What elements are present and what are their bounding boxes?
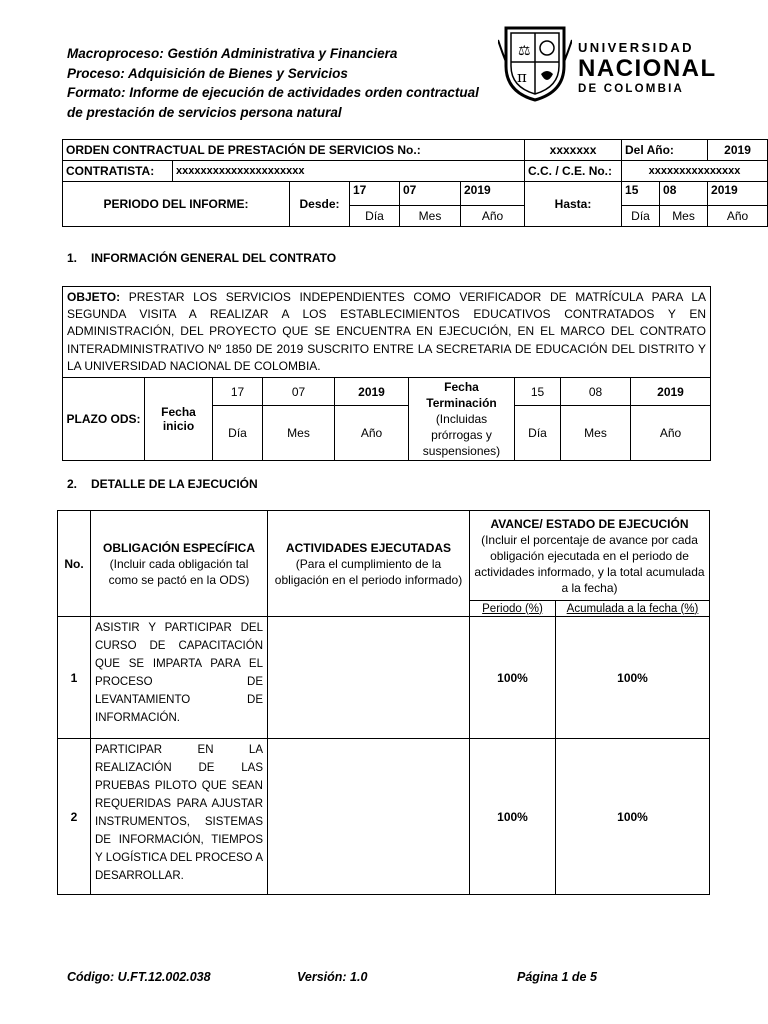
hasta-mes: 08	[660, 182, 708, 206]
execution-detail-table	[57, 510, 710, 895]
row-1-acumulada: 100%	[556, 617, 710, 739]
contract-info-table	[62, 139, 768, 227]
row-2-periodo: 100%	[470, 739, 556, 895]
row-2-actividades	[268, 739, 470, 895]
section1-number: 1.	[67, 251, 78, 265]
row-2-acumulada: 100%	[556, 739, 710, 895]
hasta-label: Hasta:	[525, 182, 622, 227]
desde-anio: 2019	[461, 182, 525, 206]
section2-title	[67, 477, 258, 491]
document-header	[67, 44, 487, 122]
hasta-mes-label: Mes	[660, 206, 708, 227]
logo-line-nacional: NACIONAL	[578, 55, 717, 82]
header-proceso: Proceso: Adquisición de Bienes y Servicios	[67, 65, 348, 81]
termino-mes-label: Mes	[561, 406, 631, 461]
inicio-mes: 07	[263, 378, 335, 406]
col-avance-note: (Incluir el porcentaje de avance por cada obligación ejecutada en el periodo de actividades informado, y la total acumulada a la fecha)	[474, 532, 705, 595]
col-obligacion-title: OBLIGACIÓN ESPECÍFICA	[102, 540, 255, 555]
col-avance-title: AVANCE/ ESTADO DE EJECUCIÓN	[490, 516, 689, 531]
footer-version: Versión: 1.0	[297, 970, 368, 984]
orden-label: ORDEN CONTRACTUAL DE PRESTACIÓN DE SERVICIOS No.:	[63, 140, 525, 161]
col-obligacion-note: (Incluir cada obligación tal como se pactó en la ODS)	[108, 556, 250, 587]
cc-label: C.C. / C.E. No.:	[525, 161, 622, 182]
col-actividades-note: (Para el cumplimiento de la obligación en el periodo informado)	[274, 556, 463, 587]
cc-value: xxxxxxxxxxxxxxx	[622, 161, 768, 182]
col-actividades-header	[268, 511, 470, 617]
plazo-label: PLAZO ODS:	[63, 378, 145, 461]
table-row	[58, 617, 710, 739]
footer-codigo: Código: U.FT.12.002.038	[67, 970, 211, 984]
termino-anio: 2019	[631, 378, 711, 406]
desde-dia: 17	[350, 182, 400, 206]
desde-dia-label: Día	[350, 206, 400, 227]
row-1-periodo: 100%	[470, 617, 556, 739]
col-avance-header	[470, 511, 710, 601]
anio-value: 2019	[708, 140, 768, 161]
logo-line-colombia: DE COLOMBIA	[578, 83, 684, 95]
col-acumulada-header: Acumulada a la fecha (%)	[556, 601, 710, 617]
objeto-text: PRESTAR LOS SERVICIOS INDEPENDIENTES COMO VERIFICADOR DE MATRÍCULA PARA LA SEGUNDA VISITA A REALIZAR A LOS ESTABLECIMIENTOS EDUCATIVOS CONTRATADOS Y EN ADMINISTRACIÓN, DEL PROYECTO QUE SE ENCUENTRA EN EJECUCIÓN, EN EL MARCO DEL CONTRATO INTERADMINISTRATIVO Nº 1850 DE 2019 SUSCRITO ENTRE LA SECRETARIA DE EDUCACIÓN DEL DISTRITO Y LA UNIVERSIDAD NACIONAL DE COLOMBIA.	[67, 290, 707, 373]
fecha-terminacion-cell	[409, 378, 515, 461]
row-1-actividades	[268, 617, 470, 739]
orden-value: xxxxxxx	[525, 140, 622, 161]
termino-dia: 15	[515, 378, 561, 406]
logo-wordmark	[578, 40, 717, 97]
hasta-dia-label: Día	[622, 206, 660, 227]
section2-number: 2.	[67, 477, 78, 491]
svg-text:π: π	[517, 68, 527, 86]
row-2-no: 2	[58, 739, 91, 895]
contratista-label: CONTRATISTA:	[63, 161, 173, 182]
section1-title	[67, 251, 336, 265]
objeto-cell	[63, 287, 711, 378]
desde-label: Desde:	[290, 182, 350, 227]
col-actividades-title: ACTIVIDADES EJECUTADAS	[285, 540, 452, 555]
row-1-obligacion: ASISTIR Y PARTICIPAR DEL CURSO DE CAPACITACIÓN QUE SE IMPARTA PARA EL PROCESO DE LEVANTAMIENTO DE INFORMACIÓN.	[91, 617, 268, 739]
hasta-anio: 2019	[708, 182, 768, 206]
termino-dia-label: Día	[515, 406, 561, 461]
university-seal-icon	[498, 22, 572, 102]
hasta-anio-label: Año	[708, 206, 768, 227]
footer-pagina: Página 1 de 5	[517, 970, 597, 984]
inicio-dia: 17	[213, 378, 263, 406]
inicio-anio-label: Año	[335, 406, 409, 461]
anio-label: Del Año:	[622, 140, 708, 161]
col-periodo-header: Periodo (%)	[470, 601, 556, 617]
inicio-dia-label: Día	[213, 406, 263, 461]
inicio-anio: 2019	[335, 378, 409, 406]
section1-title-text: INFORMACIÓN GENERAL DEL CONTRATO	[91, 251, 337, 265]
header-formato-cont: de prestación de servicios persona natural	[67, 104, 342, 120]
desde-mes-label: Mes	[400, 206, 461, 227]
inicio-mes-label: Mes	[263, 406, 335, 461]
row-2-obligacion: PARTICIPAR EN LA REALIZACIÓN DE LAS PRUEBAS PILOTO QUE SEAN REQUERIDAS PARA AJUSTAR INSTRUMENTOS, SISTEMAS DE INFORMACIÓN, TIEMPOS Y LOGÍSTICA DEL PROCESO A DESARROLLAR.	[91, 739, 268, 895]
header-formato: Formato: Informe de ejecución de actividades orden contractual	[67, 85, 479, 100]
termino-mes: 08	[561, 378, 631, 406]
contract-object-table	[62, 286, 711, 461]
header-macroproceso: Macroproceso: Gestión Administrativa y Financiera	[67, 46, 398, 61]
fecha-terminacion-note: (Incluidas prórrogas y suspensiones)	[422, 412, 501, 459]
objeto-label: OBJETO:	[67, 290, 121, 304]
university-logo	[498, 22, 738, 102]
hasta-dia: 15	[622, 182, 660, 206]
periodo-label: PERIODO DEL INFORME:	[63, 182, 290, 227]
contratista-value: xxxxxxxxxxxxxxxxxxxxx	[173, 161, 525, 182]
termino-anio-label: Año	[631, 406, 711, 461]
desde-anio-label: Año	[461, 206, 525, 227]
svg-text:⚖: ⚖	[518, 43, 531, 59]
table-row	[58, 739, 710, 895]
section2-title-text: DETALLE DE LA EJECUCIÓN	[91, 477, 258, 491]
desde-mes: 07	[400, 182, 461, 206]
fecha-terminacion-label: Fecha Terminación	[426, 380, 497, 411]
col-no-header: No.	[58, 511, 91, 617]
row-1-no: 1	[58, 617, 91, 739]
col-obligacion-header	[91, 511, 268, 617]
fecha-inicio-label: Fecha inicio	[145, 378, 213, 461]
logo-line-universidad: UNIVERSIDAD	[578, 40, 694, 55]
